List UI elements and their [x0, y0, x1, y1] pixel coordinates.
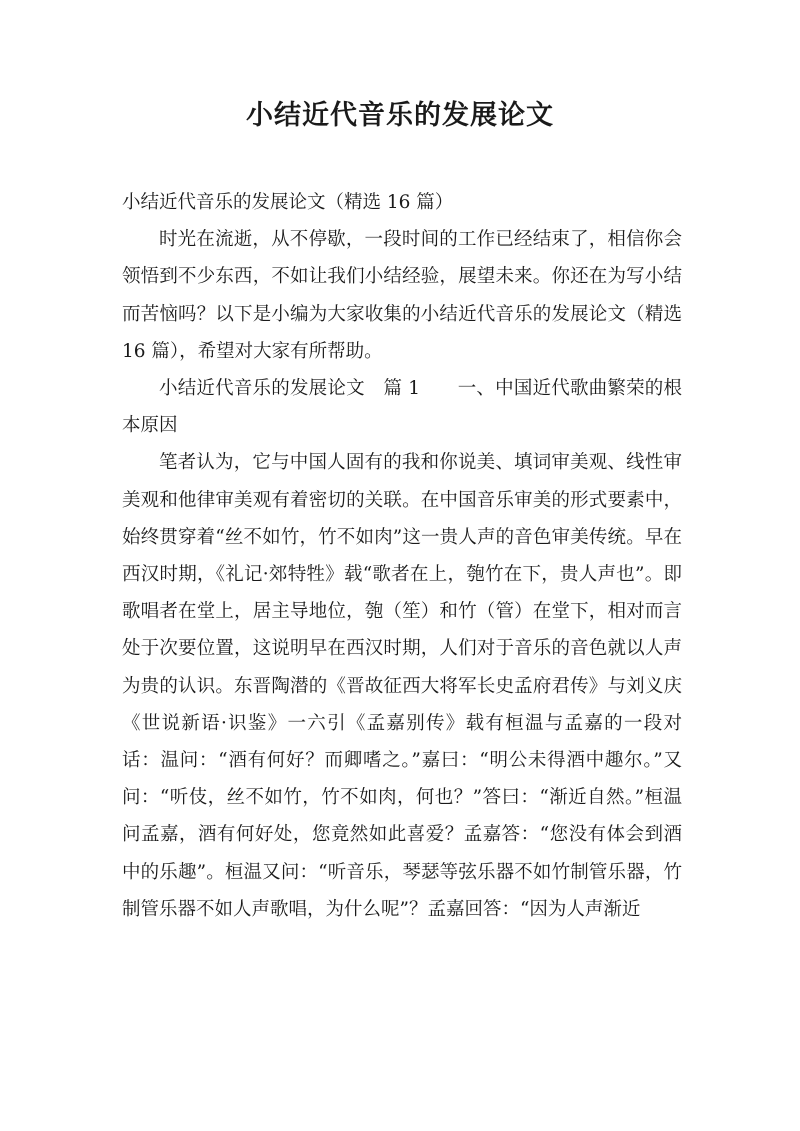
- section-heading: 小结近代音乐的发展论文 篇 1 一、中国近代歌曲繁荣的根本原因: [122, 378, 682, 437]
- document-title: 小结近代音乐的发展论文: [246, 100, 554, 131]
- paragraph-body: 笔者认为，它与中国人固有的我和你说美、填词审美观、线性审美观和他律审美观有着密切的关联。在中国音乐审美的形式要素中，始终贯穿着“丝不如竹，竹不如肉”这一贵人声的音色审美传统。早在西汉时期，《礼记·郊特牲》载“歌者在上，匏竹在下，贵人声也”。即歌唱者在堂上，居主导地位，匏（笙）和竹（管）在堂下，相对而言处于次要位置，这说明早在西汉时期，人们对于音乐的音色就以人声为贵的认识。东晋陶潜的《晋故征西大将军长史孟府君传》与刘义庆《世说新语·识鉴》一六引《孟嘉别传》载有桓温与孟嘉的一段对话：温问：“酒有何好？而卿嗜之。”嘉曰：“明公未得酒中趣尔。”又问：“听伎，丝不如竹，竹不如肉，何也？”答曰：“渐近自然。”桓温问孟嘉，酒有何好处，您竟然如此喜爱？孟嘉答：“您没有体会到酒中的乐趣”。桓温又问：“听音乐，琴瑟等弦乐器不如竹制管乐器，竹制管乐器不如人声歌唱，为什么呢”？孟嘉回答：“因为人声渐近: [122, 452, 682, 920]
- document-subtitle: 小结近代音乐的发展论文（精选 16 篇）: [122, 192, 454, 213]
- paragraph-intro: 时光在流逝，从不停歇，一段时间的工作已经结束了，相信你会领悟到不少东西，不如让我们小结经验，展望未来。你还在为写小结而苦恼吗？以下是小编为大家收集的小结近代音乐的发展论文（精选 16 篇），希望对大家有所帮助。: [122, 229, 682, 362]
- document-body: [122, 184, 682, 928]
